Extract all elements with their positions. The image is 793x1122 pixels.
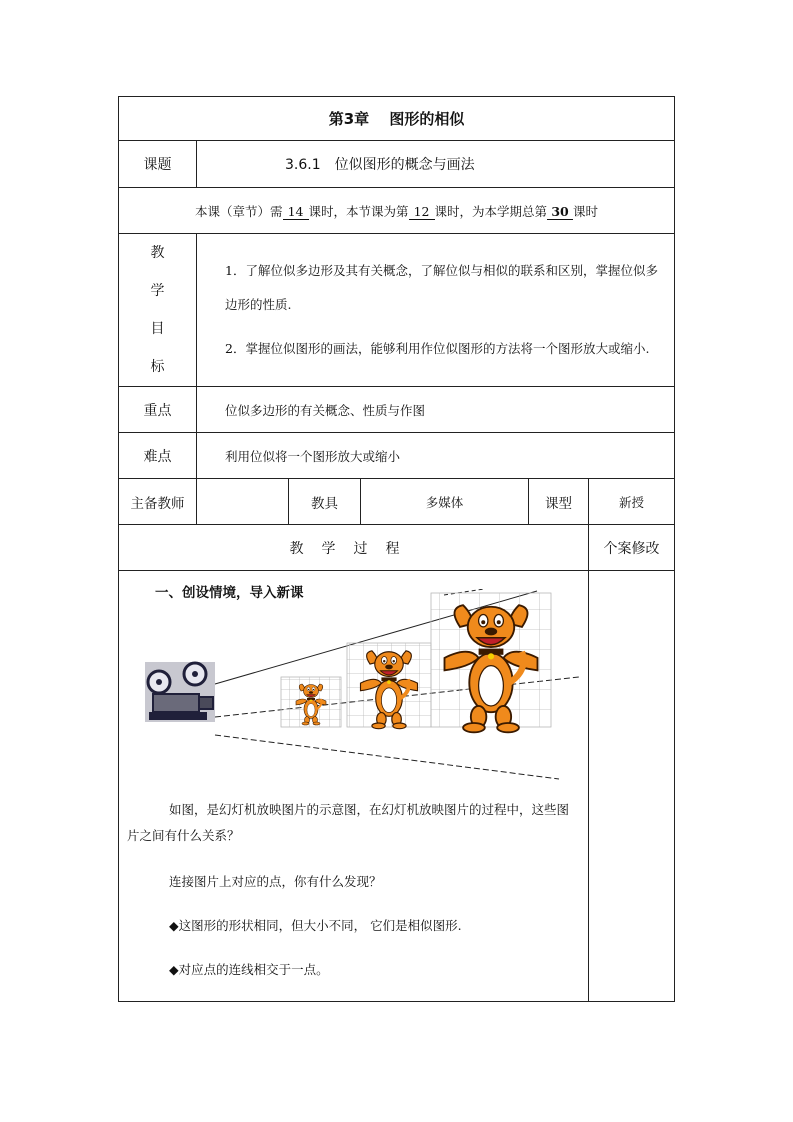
section-heading: 一、创设情境，导入新课 — [155, 585, 304, 601]
hours-line — [119, 188, 675, 234]
projector-body — [153, 694, 199, 712]
projector-lens — [199, 697, 213, 709]
paragraph-question: 如图，是幻灯机放映图片的示意图，在幻灯机放映图片的过程中，这些图片之间有什么关系？ — [127, 802, 570, 843]
goals-label — [119, 234, 197, 387]
hours-total: 14 — [283, 204, 309, 220]
lesson-plan-page — [118, 96, 674, 997]
type-value: 新授 — [589, 479, 675, 525]
teacher-value — [197, 479, 289, 525]
goal-item: 2．掌握位似图形的画法，能够利用作位似图形的方法将一个图形放大或缩小. — [225, 341, 650, 356]
hours-suffix: 课时 — [573, 203, 599, 219]
goals-label-char: 目 — [150, 321, 165, 337]
tools-label: 教具 — [289, 479, 361, 525]
hours-prefix: 本课（章节）需 — [195, 203, 283, 219]
topic-value: 3.6.1 位似图形的概念与画法 — [197, 141, 675, 188]
process-title-text: 教学过程 — [289, 540, 418, 557]
projector-reel-hub — [192, 671, 198, 677]
key-points-label: 重点 — [119, 387, 197, 433]
dog-picture-small — [281, 677, 341, 727]
revision-label: 个案修改 — [589, 525, 675, 571]
projection-line-bottom — [215, 735, 559, 779]
dog-picture-medium — [347, 643, 431, 729]
lesson-plan-table — [118, 96, 675, 1002]
goals-label-char: 学 — [150, 283, 165, 299]
difficulties-value: 利用位似将一个图形放大或缩小 — [197, 433, 675, 479]
goals-label-char: 教 — [150, 245, 165, 261]
projection-figure — [139, 589, 579, 799]
key-points-value: 位似多边形的有关概念、性质与作图 — [197, 387, 675, 433]
goal-item: 1．了解位似多边形及其有关概念，了解位似与相似的联系和区别，掌握位似多边形的性质. — [225, 263, 658, 312]
revision-column — [589, 571, 675, 1002]
hours-mid1: 课时，本节课为第 — [308, 203, 409, 219]
chapter-title: 第3章 图形的相似 — [119, 97, 675, 141]
topic-label: 课题 — [119, 141, 197, 188]
projector-base — [149, 712, 207, 720]
paragraph-connect: 连接图片上对应的点，你有什么发现？ — [169, 874, 382, 889]
dog-picture-large — [431, 593, 551, 732]
teacher-label: 主备教师 — [119, 479, 197, 525]
process-title — [119, 525, 589, 571]
hours-term-total: 30 — [547, 204, 573, 220]
goals-content — [197, 234, 675, 387]
hours-current: 12 — [409, 204, 435, 220]
tools-value: 多媒体 — [361, 479, 529, 525]
bullet-lines-intersect: ◆对应点的连线相交于一点。 — [169, 962, 329, 977]
process-content — [119, 571, 589, 1002]
hours-mid2: 课时，为本学期总第 — [434, 203, 548, 219]
goals-label-char: 标 — [150, 359, 165, 375]
difficulties-label: 难点 — [119, 433, 197, 479]
projector-reel-hub — [156, 679, 162, 685]
type-label: 课型 — [529, 479, 589, 525]
slide-projector-icon — [145, 662, 215, 722]
bullet-similar-shapes: ◆这图形的形状相同，但大小不同， 它们是相似图形. — [169, 918, 462, 933]
